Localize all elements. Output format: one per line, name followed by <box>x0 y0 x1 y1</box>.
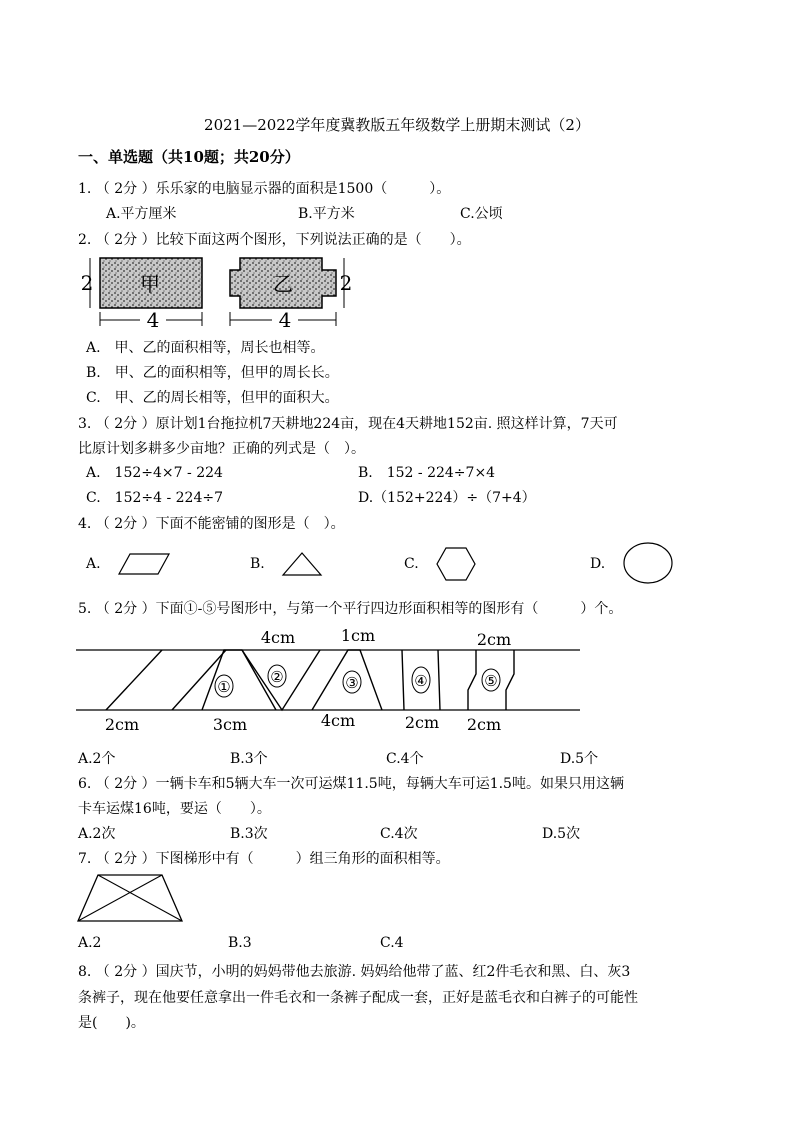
q4-circle-icon <box>622 541 674 585</box>
question-1: 1. （ 2分 ）乐乐家的电脑显示器的面积是1500（ ）。 <box>78 181 451 197</box>
q5-bottom-label-2: 3cm <box>212 715 248 734</box>
q3-option-c[interactable]: C. 152÷4 - 224÷7 <box>86 490 224 506</box>
q6-option-a[interactable]: A.2次 <box>78 826 116 842</box>
q5-shape-number-2: ② <box>270 668 284 686</box>
q5-option-a[interactable]: A.2个 <box>78 751 116 767</box>
q4-option-b[interactable]: B. <box>250 556 265 572</box>
q5-shape-number-3: ③ <box>345 674 359 692</box>
q5-option-c[interactable]: C.4个 <box>386 751 424 767</box>
q7-option-b[interactable]: B.3 <box>228 935 252 951</box>
q5-bottom-label-5: 2cm <box>466 715 502 734</box>
question-6-line-1: 6. （ 2分 ）一辆卡车和5辆大车一次可运煤11.5吨，每辆大车可运1.5吨。如果只用这辆 <box>78 776 624 792</box>
question-8-line-2: 条裤子，现在他要任意拿出一件毛衣和一条裤子配成一套，正好是蓝毛衣和白裤子的可能性 <box>78 990 638 1006</box>
q5-option-b[interactable]: B.3个 <box>230 751 268 767</box>
page-title: 2021—2022学年度冀教版五年级数学上册期末测试（2） <box>204 116 590 134</box>
q2-width-jia: 4 <box>146 308 160 332</box>
question-5: 5. （ 2分 ）下面①-⑤号图形中，与第一个平行四边形面积相等的图形有（ ）个。 <box>78 601 623 617</box>
q2-option-c[interactable]: C. 甲、乙的周长相等，但甲的面积大。 <box>86 390 339 406</box>
q5-top-label-1: 4cm <box>260 628 296 647</box>
q6-option-d[interactable]: D.5次 <box>542 826 581 842</box>
q2-height-yi: 2 <box>339 271 353 295</box>
q3-option-d[interactable]: D.（152+224）÷（7+4） <box>358 490 536 506</box>
question-8-line-3: 是( )。 <box>78 1015 145 1031</box>
q2-label-yi: 乙 <box>273 272 293 296</box>
q2-option-a[interactable]: A. 甲、乙的面积相等，周长也相等。 <box>86 340 325 356</box>
q2-figure <box>78 250 368 332</box>
q2-label-jia: 甲 <box>140 272 160 296</box>
q4-option-d[interactable]: D. <box>590 556 606 572</box>
q6-option-c[interactable]: C.4次 <box>380 826 418 842</box>
q5-shape-number-1: ① <box>217 678 231 696</box>
q1-option-b[interactable]: B.平方米 <box>298 206 355 222</box>
q3-option-b[interactable]: B. 152 - 224÷7×4 <box>358 465 496 481</box>
question-6-line-2: 卡车运煤16吨，要运（ ）。 <box>78 801 271 817</box>
q5-figure <box>76 624 580 736</box>
q4-parallelogram-icon <box>118 553 170 575</box>
question-3-line-2: 比原计划多耕多少亩地？正确的列式是（ ）。 <box>78 441 365 457</box>
question-3-line-1: 3. （ 2分 ）原计划1台拖拉机7天耕地224亩，现在4天耕地152亩. 照这样计算，7天可 <box>78 416 618 432</box>
q5-shape-number-4: ④ <box>414 672 428 690</box>
q2-width-yi: 4 <box>278 308 292 332</box>
q1-option-a[interactable]: A.平方厘米 <box>106 206 177 222</box>
q7-trapezoid-figure <box>76 873 184 923</box>
q4-triangle-icon <box>282 552 322 576</box>
q1-option-c[interactable]: C.公顷 <box>460 206 503 222</box>
q3-option-a[interactable]: A. 152÷4×7 - 224 <box>86 465 223 481</box>
q5-bottom-label-3: 4cm <box>320 711 356 730</box>
q5-bottom-label-1: 2cm <box>104 715 140 734</box>
q5-shape-number-5: ⑤ <box>484 672 498 690</box>
question-7: 7. （ 2分 ）下图梯形中有（ ）组三角形的面积相等。 <box>78 851 450 867</box>
q4-option-a[interactable]: A. <box>86 556 101 572</box>
q2-option-b[interactable]: B. 甲、乙的面积相等，但甲的周长长。 <box>86 365 339 381</box>
q5-top-label-3: 2cm <box>476 630 512 649</box>
section-heading: 一、单选题（共10题；共20分） <box>78 148 300 166</box>
q6-option-b[interactable]: B.3次 <box>230 826 268 842</box>
q5-bottom-label-4: 2cm <box>404 713 440 732</box>
q7-option-c[interactable]: C.4 <box>380 935 404 951</box>
question-2: 2. （ 2分 ）比较下面这两个图形，下列说法正确的是（ ）。 <box>78 232 471 248</box>
q2-height-jia: 2 <box>80 271 94 295</box>
q5-top-label-2: 1cm <box>340 626 376 645</box>
question-4: 4. （ 2分 ）下面不能密铺的图形是（ ）。 <box>78 516 345 532</box>
q5-option-d[interactable]: D.5个 <box>560 751 599 767</box>
q4-hexagon-icon <box>436 547 476 581</box>
q4-option-c[interactable]: C. <box>404 556 419 572</box>
q7-option-a[interactable]: A.2 <box>78 935 102 951</box>
question-8-line-1: 8. （ 2分 ）国庆节，小明的妈妈带他去旅游. 妈妈给他带了蓝、红2件毛衣和黑、白、灰3 <box>78 964 631 980</box>
